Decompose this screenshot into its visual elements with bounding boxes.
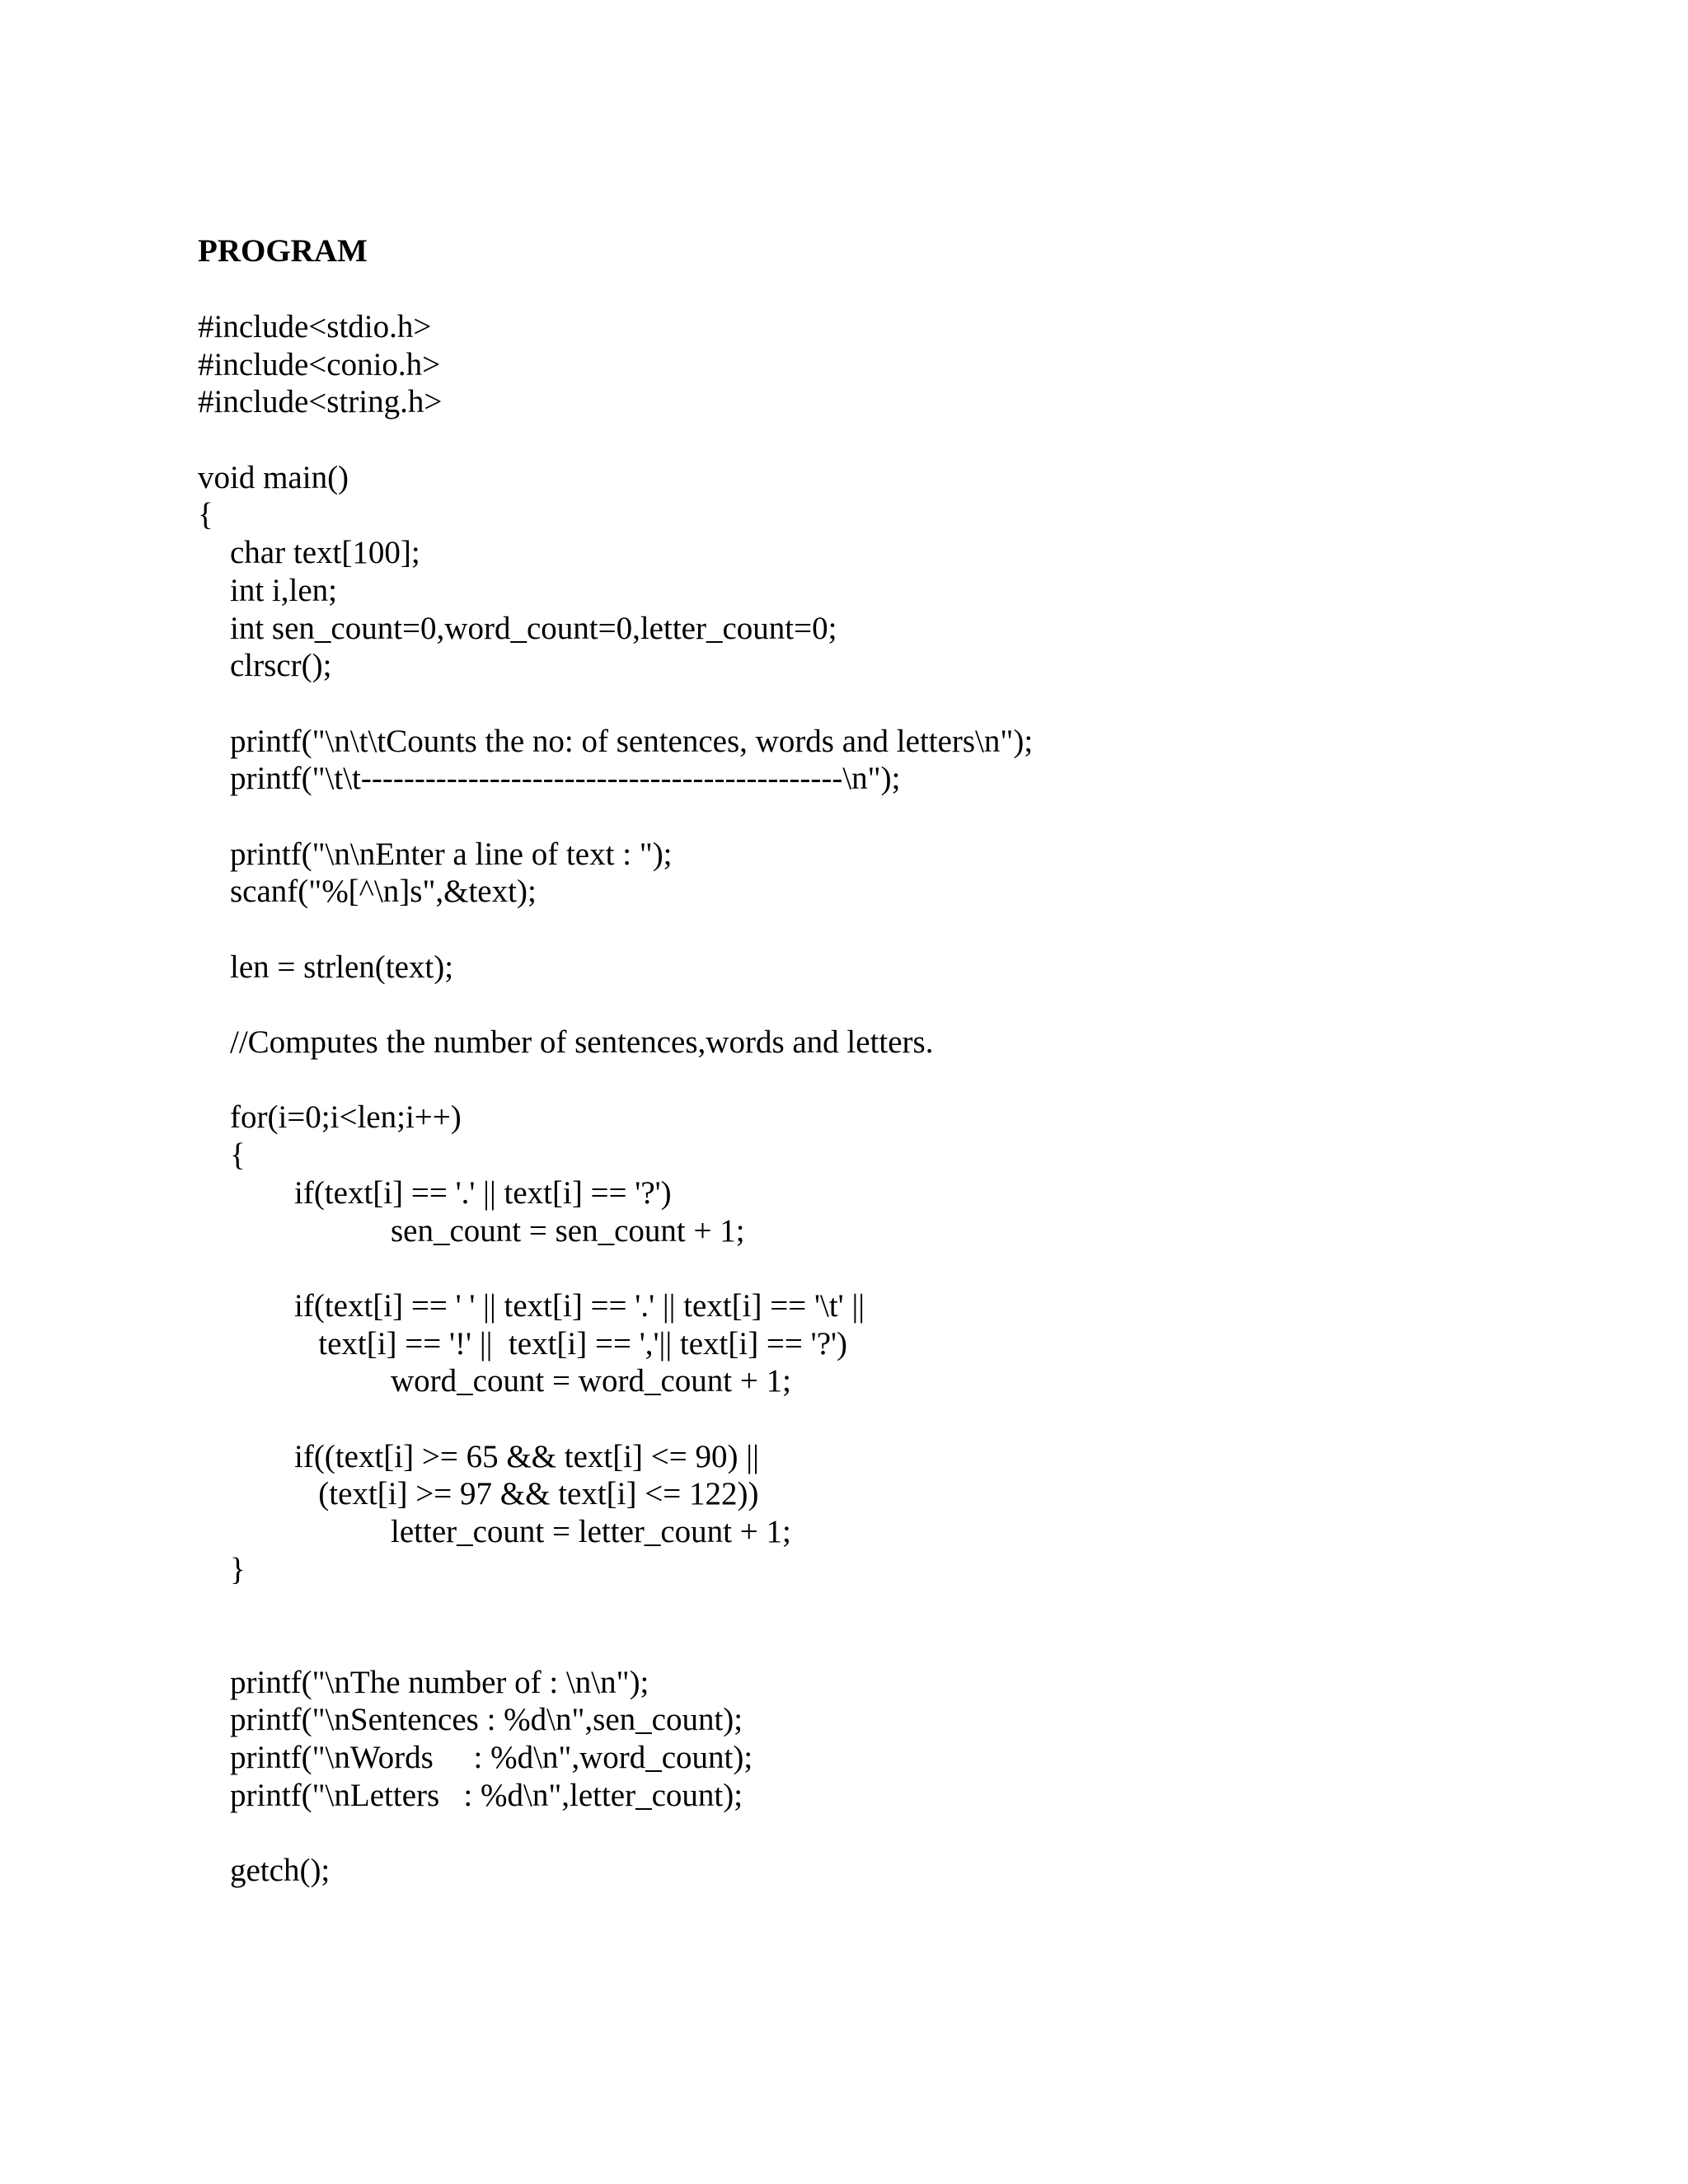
- code-line: #include<string.h>: [198, 384, 443, 420]
- code-line: printf("\nLetters : %d\n",letter_count);: [198, 1777, 743, 1813]
- code-line: word_count = word_count + 1;: [198, 1363, 791, 1399]
- code-line: if((text[i] >= 65 && text[i] <= 90) ||: [198, 1438, 759, 1474]
- program-heading: PROGRAM: [198, 233, 368, 269]
- code-line: getch();: [198, 1853, 331, 1889]
- code-line: void main(): [198, 459, 349, 495]
- code-line: printf("\n\t\tCounts the no: of sentences, words and letters\n");: [198, 723, 1034, 759]
- code-line: sen_count = sen_count + 1;: [198, 1212, 745, 1249]
- code-line: len = strlen(text);: [198, 949, 454, 985]
- code-line: [198, 421, 1033, 459]
- code-line: printf("\nSentences : %d\n",sen_count);: [198, 1702, 743, 1738]
- code-line: [198, 911, 1033, 949]
- code-line: [198, 1400, 1033, 1438]
- code-line: [198, 1815, 1033, 1853]
- code-line: printf("\n\nEnter a line of text : ");: [198, 836, 673, 872]
- code-line: int sen_count=0,word_count=0,letter_count=0;: [198, 610, 837, 646]
- code-line: }: [198, 1551, 246, 1587]
- code-line: for(i=0;i<len;i++): [198, 1099, 462, 1136]
- code-line: #include<stdio.h>: [198, 309, 432, 344]
- code-line: clrscr();: [198, 648, 332, 684]
- code-listing: [198, 308, 1033, 1890]
- code-line: [198, 1626, 1033, 1664]
- code-line: [198, 1062, 1033, 1099]
- code-line: printf("\t\t---------------------------------------------\n");: [198, 761, 901, 797]
- code-line: [198, 1249, 1033, 1287]
- code-line: (text[i] >= 97 && text[i] <= 122)): [198, 1476, 759, 1512]
- code-line: printf("\nWords : %d\n",word_count);: [198, 1740, 753, 1776]
- code-line: scanf("%[^\n]s",&text);: [198, 874, 537, 910]
- code-line: [198, 986, 1033, 1024]
- code-line: int i,len;: [198, 572, 337, 608]
- code-line: [198, 1588, 1033, 1626]
- code-line: {: [198, 497, 213, 533]
- code-line: //Computes the number of sentences,words and letters.: [198, 1024, 934, 1061]
- code-line: [198, 685, 1033, 723]
- code-line: char text[100];: [198, 535, 420, 571]
- code-line: printf("\nThe number of : \n\n");: [198, 1664, 649, 1700]
- code-line: if(text[i] == '.' || text[i] == '?'): [198, 1174, 672, 1211]
- code-line: letter_count = letter_count + 1;: [198, 1514, 791, 1549]
- code-line: text[i] == '!' || text[i] == ','|| text[i] == '?'): [198, 1325, 848, 1361]
- code-line: #include<conio.h>: [198, 346, 441, 382]
- code-line: {: [198, 1137, 246, 1174]
- code-line: if(text[i] == ' ' || text[i] == '.' || text[i] == '\t' ||: [198, 1287, 865, 1324]
- code-line: [198, 798, 1033, 836]
